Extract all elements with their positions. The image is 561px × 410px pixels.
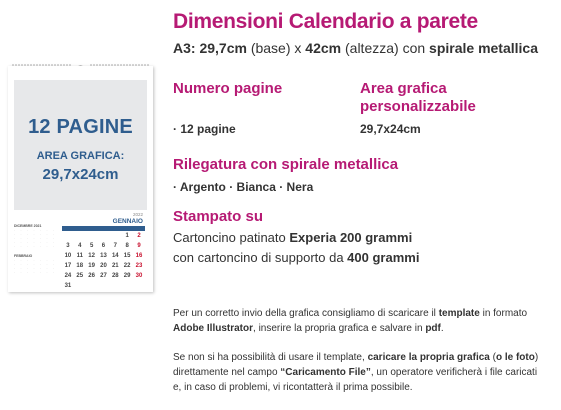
day-cell: 10 (64, 253, 72, 259)
day-cell: 14 (111, 253, 119, 259)
week-row (62, 253, 145, 263)
day-cell (133, 283, 145, 293)
day-cell: 3 (66, 243, 70, 249)
calendar-pages-label: 12 PAGINE (28, 116, 133, 138)
day-cell: 7 (113, 243, 117, 249)
day-cell: 19 (88, 263, 95, 269)
day-cell: 16 (135, 253, 143, 259)
day-cell: 25 (76, 273, 84, 279)
format-altezza-text: (altezza) con (341, 40, 430, 56)
stampato-line-2-text: con cartoncino di supporto da (173, 250, 348, 265)
day-cell: 18 (76, 263, 84, 269)
wall-calendar-illustration (8, 66, 153, 292)
stampato-line-2 (173, 248, 419, 268)
day-cell: 6 (101, 243, 106, 249)
day-cell (109, 283, 121, 293)
day-cell (74, 233, 86, 243)
stampato-line-2-bold: 400 grammi (347, 250, 420, 265)
day-cell: 23 (135, 263, 143, 269)
day-cell (109, 233, 121, 243)
day-cell: 21 (111, 263, 119, 269)
area-grafica-heading: Area grafica personalizzabile (360, 80, 476, 115)
mini-calendar-next-title: FEBBRAIO (14, 254, 33, 258)
area-grafica-value: 29,7x24cm (360, 122, 421, 136)
upload-note-text-4: , un operatore verificherà i file caricati e, in caso di problemi, vi ricontatterà il prima possibile. (173, 367, 538, 393)
week-row (62, 283, 145, 293)
day-cell: 26 (88, 273, 95, 279)
mini-calendar-prev-title: DICEMBRE 2021 (14, 224, 42, 228)
day-cell: 17 (64, 263, 72, 269)
stampato-line-1-bold: Experia 200 grammi (289, 230, 413, 245)
day-cell: 9 (137, 243, 141, 249)
day-cell (98, 233, 110, 243)
week-row (62, 243, 145, 253)
weekday-header-bar (62, 226, 145, 231)
day-cell: 28 (111, 273, 119, 279)
day-cell (86, 283, 98, 293)
mini-calendar-prev: DICEMBRE 2021 · · · · · · · · · · · · · · · · · · · · · · · · · · · · · · · · · · · (14, 224, 54, 248)
upload-note-text-2: ( (489, 352, 496, 363)
format-base-text: (base) x (246, 40, 306, 56)
day-cell: 2 (137, 233, 141, 239)
template-note-text-4: . (440, 323, 444, 334)
day-cell: 31 (64, 283, 72, 289)
day-cell: 4 (78, 243, 82, 249)
template-note-text-2: in formato (479, 308, 528, 319)
calendar-year: 2022 (132, 212, 143, 217)
template-link-text: template (438, 308, 480, 319)
day-cell: 8 (125, 243, 129, 249)
format-subtitle (173, 40, 538, 56)
rilegatura-value: · Argento · Bianca · Nera (173, 180, 314, 194)
template-note (173, 306, 548, 336)
day-cell: 1 (125, 233, 129, 239)
stampato-heading: Stampato su (173, 208, 264, 225)
format-a3: A3: 29,7cm (173, 40, 247, 56)
day-cell: 27 (100, 273, 107, 279)
page-title: Dimensioni Calendario a parete (173, 10, 478, 33)
day-cell: 12 (88, 253, 95, 259)
day-cell: 15 (123, 253, 131, 259)
day-cell: 5 (89, 243, 94, 249)
mini-calendar-next: FEBBRAIO · · · · · · · · · · · · · · · · · · · · · · · · · · · · (14, 254, 54, 274)
day-cell (74, 283, 86, 293)
format-height: 42cm (305, 40, 342, 56)
upload-note (173, 350, 548, 395)
calendar-month: GENNAIO (112, 218, 143, 225)
upload-note-bold-2: o le foto (495, 352, 535, 363)
week-row (62, 273, 145, 283)
calendar-month-grid (14, 212, 147, 292)
rilegatura-heading: Rilegatura con spirale metallica (173, 156, 399, 173)
upload-note-text-3: ) direttamente nel campo (173, 352, 539, 378)
calendar-area-label: AREA GRAFICA: (36, 150, 125, 162)
template-note-text-3: , inserire la propria grafica e salvare in (253, 323, 426, 334)
calendar-area-dims: 29,7x24cm (42, 166, 119, 183)
stampato-line-1 (173, 228, 412, 248)
upload-note-bold-1: caricare la propria grafica (367, 352, 490, 363)
upload-note-text-1: Se non si ha possibilità di usare il template, (173, 352, 368, 363)
day-cell: 29 (123, 273, 131, 279)
day-cell (121, 283, 133, 293)
day-grid (62, 233, 145, 293)
upload-note-bold-3: “Caricamento File” (280, 367, 371, 378)
format-name: Adobe Illustrator (173, 323, 254, 334)
numero-pagine-value: · 12 pagine (173, 122, 236, 136)
day-cell (98, 283, 110, 293)
day-cell: 24 (64, 273, 72, 279)
day-cell (86, 233, 98, 243)
format-spiral: spirale metallica (429, 40, 538, 56)
calendar-graphic-area (14, 80, 147, 210)
day-cell (62, 233, 74, 243)
day-cell: 13 (100, 253, 107, 259)
week-row (62, 263, 145, 273)
numero-pagine-heading: Numero pagine (173, 80, 283, 97)
day-cell: 11 (76, 253, 83, 259)
pdf-text: pdf (425, 323, 441, 334)
stampato-line-1-text: Cartoncino patinato (173, 230, 290, 245)
day-cell: 22 (123, 263, 131, 269)
day-cell: 30 (135, 273, 143, 279)
week-row (62, 233, 145, 243)
day-cell: 20 (100, 263, 107, 269)
template-note-text-1: Per un corretto invio della grafica consigliamo di scaricare il (173, 308, 439, 319)
